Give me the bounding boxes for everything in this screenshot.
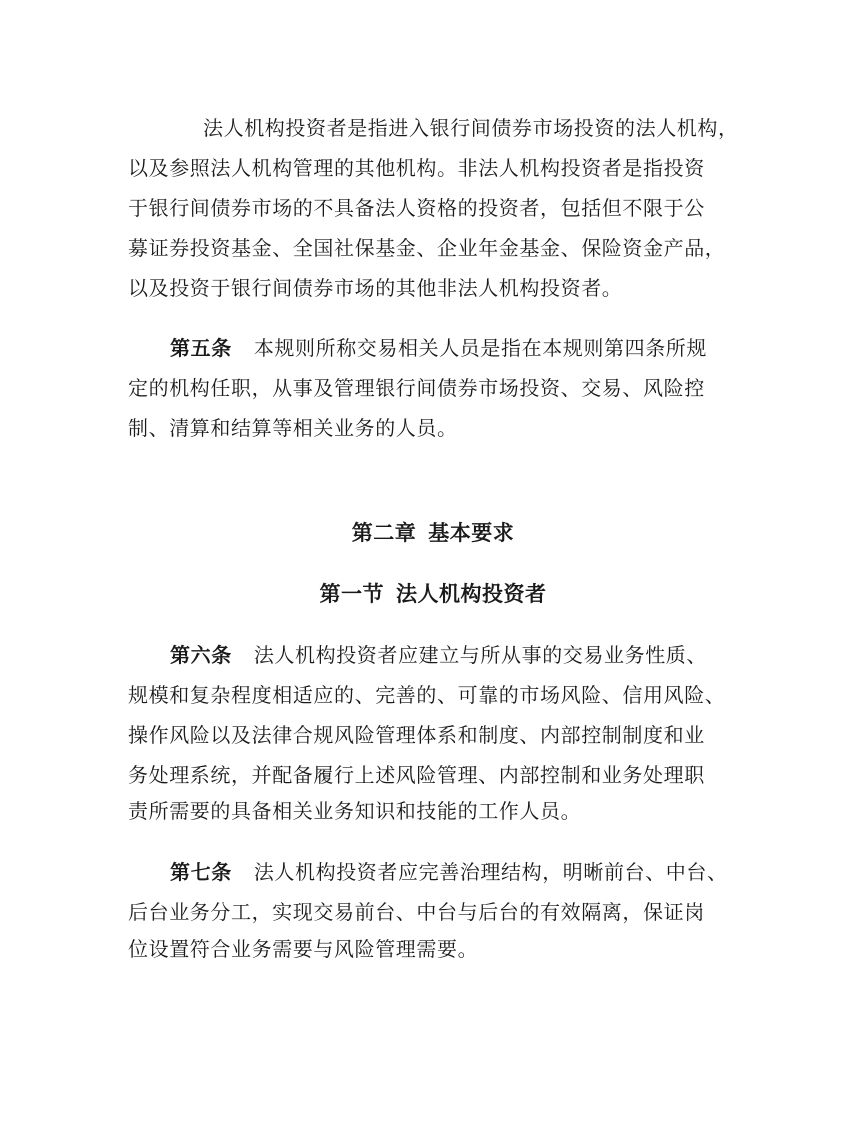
article-text: 法人机构投资者应完善治理结构，明晰前台、中台、 xyxy=(253,860,728,884)
section-number: 第一节 xyxy=(319,582,384,606)
chapter-number: 第二章 xyxy=(351,521,417,545)
article-7-first-line xyxy=(170,858,728,886)
article-6-first-line xyxy=(170,641,707,669)
paragraph-line: 法人机构投资者是指进入银行间债券市场投资的法人机构， xyxy=(203,116,739,140)
article-text: 法人机构投资者应建立与所从事的交易业务性质、 xyxy=(253,643,708,667)
article-text: 本规则所称交易相关人员是指在本规则第四条所规 xyxy=(253,336,708,360)
article-line: 位设置符合业务需要与风险管理需要。 xyxy=(128,937,479,961)
paragraph-line: 于银行间债券市场的不具备法人资格的投资者，包括但不限于公 xyxy=(128,196,705,220)
article-line: 规模和复杂程度相适应的、完善的、可靠的市场风险、信用风险、 xyxy=(128,683,726,707)
article-line: 责所需要的具备相关业务知识和技能的工作人员。 xyxy=(128,799,582,823)
paragraph-line: 以及参照法人机构管理的其他机构。非法人机构投资者是指投资 xyxy=(128,156,705,180)
chapter-title: 基本要求 xyxy=(428,521,515,545)
paragraph-line: 募证券投资基金、全国社保基金、企业年金基金、保险资金产品， xyxy=(128,236,726,260)
paragraph-line: 以及投资于银行间债券市场的其他非法人机构投资者。 xyxy=(128,276,623,300)
article-line: 定的机构任职，从事及管理银行间债券市场投资、交易、风险控 xyxy=(128,376,705,400)
article-line: 务处理系统，并配备履行上述风险管理、内部控制和业务处理职 xyxy=(128,763,705,787)
section-heading xyxy=(0,579,866,609)
article-5-first-line xyxy=(170,334,707,362)
article-line: 操作风险以及法律合规风险管理体系和制度、内部控制制度和业 xyxy=(128,723,705,747)
article-label: 第七条 xyxy=(170,860,232,884)
article-label: 第六条 xyxy=(170,643,232,667)
chapter-heading xyxy=(0,518,866,548)
article-line: 后台业务分工，实现交易前台、中台与后台的有效隔离，保证岗 xyxy=(128,900,705,924)
article-line: 制、清算和结算等相关业务的人员。 xyxy=(128,416,458,440)
article-label: 第五条 xyxy=(170,336,232,360)
section-title: 法人机构投资者 xyxy=(396,582,547,606)
